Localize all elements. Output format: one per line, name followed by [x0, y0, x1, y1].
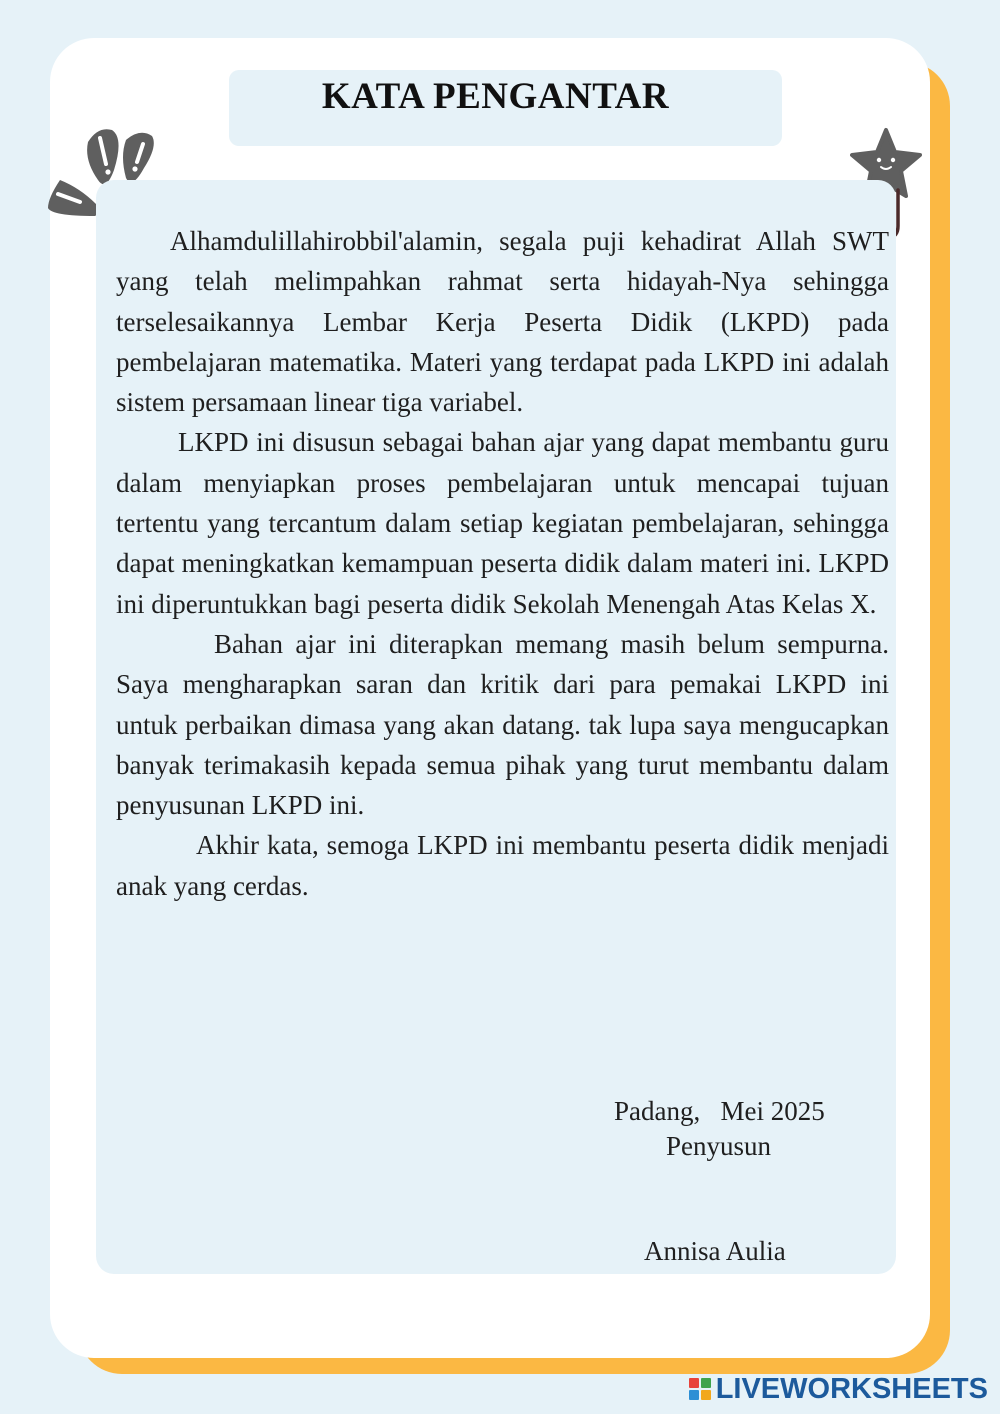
logo-grid-icon [689, 1378, 711, 1400]
liveworksheets-logo[interactable] [689, 1372, 988, 1406]
signature-name: Annisa Aulia [644, 1236, 786, 1266]
logo-brand-text: LIVEWORKSHEETS [715, 1372, 988, 1405]
paragraph-2: LKPD ini disusun sebagai bahan ajar yang dapat membantu guru dalam menyiapkan proses pembelajaran untuk mencapai tujuan tertentu yang tercantum dalam setiap kegiatan pembelajaran, sehingga dapat meningkatkan kemampuan peserta didik dalam materi ini. LKPD ini diperuntukkan bagi peserta didik Sekolah Menengah Atas Kelas X. [116, 427, 889, 619]
title-banner [229, 70, 782, 146]
page-title: KATA PENGANTAR [321, 75, 670, 117]
paragraph-4: Akhir kata, semoga LKPD ini membantu peserta didik menjadi anak yang cerdas. [116, 830, 889, 901]
foreword-body [116, 221, 889, 906]
signature-role: Penyusun [666, 1131, 772, 1161]
paragraph-1: Alhamdulillahirobbil'alamin, segala puji kehadirat Allah SWT yang telah melimpahkan rahmat serta hidayah-Nya sehingga terselesaikannya Lembar Kerja Peserta Didik (LKPD) pada pembelajaran matematika. Materi yang terdapat pada LKPD ini adalah sistem persamaan linear tiga variabel. [116, 226, 889, 418]
paragraph-3: Bahan ajar ini diterapkan memang masih belum sempurna. Saya mengharapkan saran dan kritik dari para pemakai LKPD ini untuk perbaikan dimasa yang akan datang. tak lupa saya mengucapkan banyak terimakasih kepada semua pihak yang turut membantu dalam penyusunan LKPD ini. [116, 628, 889, 821]
signature-place-date: Padang, Mei 2025 [614, 1096, 825, 1126]
